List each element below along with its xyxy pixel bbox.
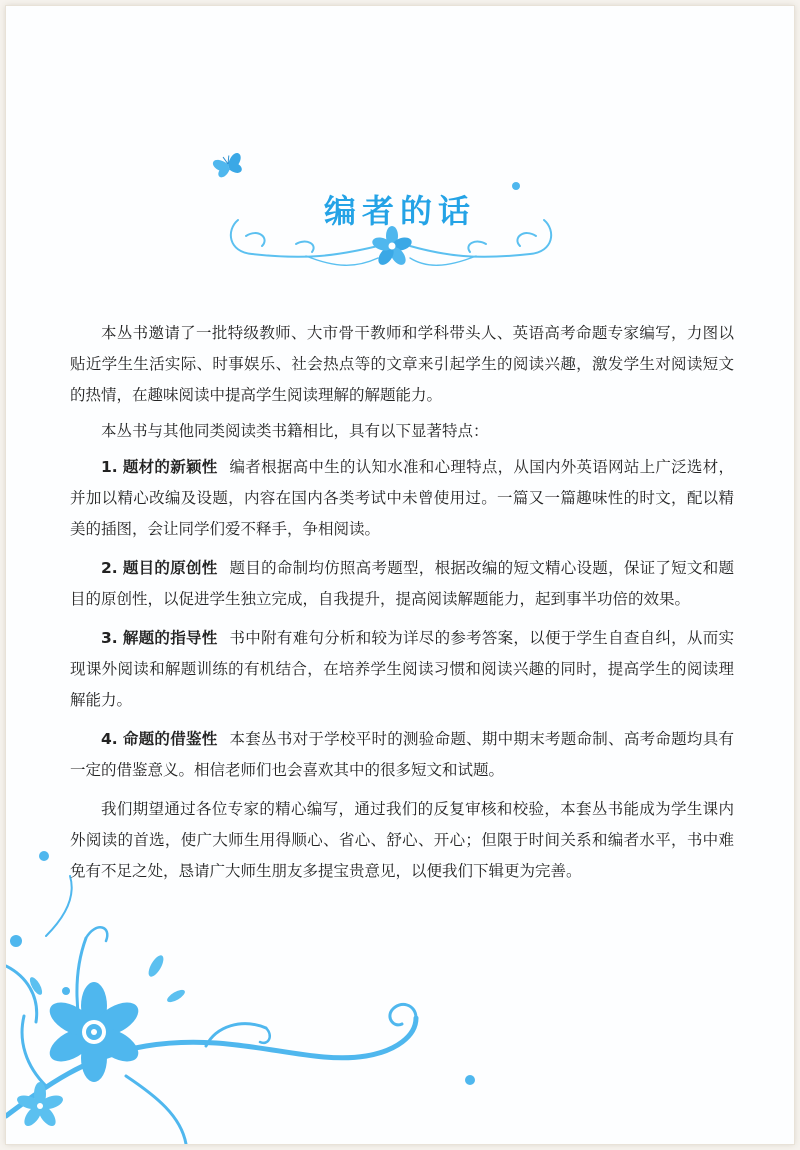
page-title: 编者的话 xyxy=(323,192,476,230)
feature-number: 4. xyxy=(101,730,118,748)
feature-item xyxy=(70,724,734,786)
feature-text: 题目的命制均仿照高考题型，根据改编的短文精心设题，保证了短文和题目的原创性，以促进学生独立完成，自我提升，提高阅读解题能力，起到事半功倍的效果。 xyxy=(70,559,734,608)
lead-paragraph: 本丛书与其他同类阅读类书籍相比，具有以下显著特点： xyxy=(101,422,489,440)
feature-number: 1. xyxy=(101,458,118,476)
feature-number: 3. xyxy=(101,629,118,647)
butterfly-icon xyxy=(212,152,245,179)
feature-title: 命题的借鉴性 xyxy=(122,730,218,748)
feature-text: 编者根据高中生的认知水准和心理特点，从国内外英语网站上广泛选材，并加以精心改编及设题，内容在国内各类考试中未曾使用过。一篇又一篇趣味性的时文，配以精美的插图，会让同学们爱不释手，争相阅读。 xyxy=(70,458,734,538)
closing-paragraph: 我们期望通过各位专家的精心编写，通过我们的反复审核和校验，本套丛书能成为学生课内外阅读的首选，使广大师生用得顺心、省心、舒心、开心；但限于时间关系和编者水平，书中难免有不足之处，恳请广大师生朋友多提宝贵意见，以便我们下辑更为完善。 xyxy=(70,800,734,880)
feature-text: 书中附有难句分析和较为详尽的参考答案，以便于学生自查自纠，从而实现课外阅读和解题训练的有机结合，在培养学生阅读习惯和阅读兴趣的同时，提高学生的阅读理解能力。 xyxy=(70,629,734,709)
feature-title: 解题的指导性 xyxy=(122,629,218,647)
feature-item xyxy=(70,452,734,545)
feature-title: 题目的原创性 xyxy=(122,559,218,577)
corner-floral-icon xyxy=(6,851,475,1144)
intro-paragraph: 本丛书邀请了一批特级教师、大市骨干教师和学科带头人、英语高考命题专家编写，力图以贴近学生生活实际、时事娱乐、社会热点等的文章来引起学生的阅读兴趣，激发学生对阅读短文的热情，在趣味阅读中提高学生阅读理解的解题能力。 xyxy=(70,324,734,404)
feature-item xyxy=(70,623,734,716)
title-flower-icon xyxy=(371,226,414,268)
feature-item xyxy=(70,553,734,615)
feature-number: 2. xyxy=(101,559,118,577)
feature-text: 本套丛书对于学校平时的测验命题、期中期末考题命制、高考命题均具有一定的借鉴意义。相信老师们也会喜欢其中的很多短文和试题。 xyxy=(70,730,734,779)
feature-title: 题材的新颖性 xyxy=(122,458,218,476)
preface-body xyxy=(70,318,734,892)
page xyxy=(6,6,794,1144)
